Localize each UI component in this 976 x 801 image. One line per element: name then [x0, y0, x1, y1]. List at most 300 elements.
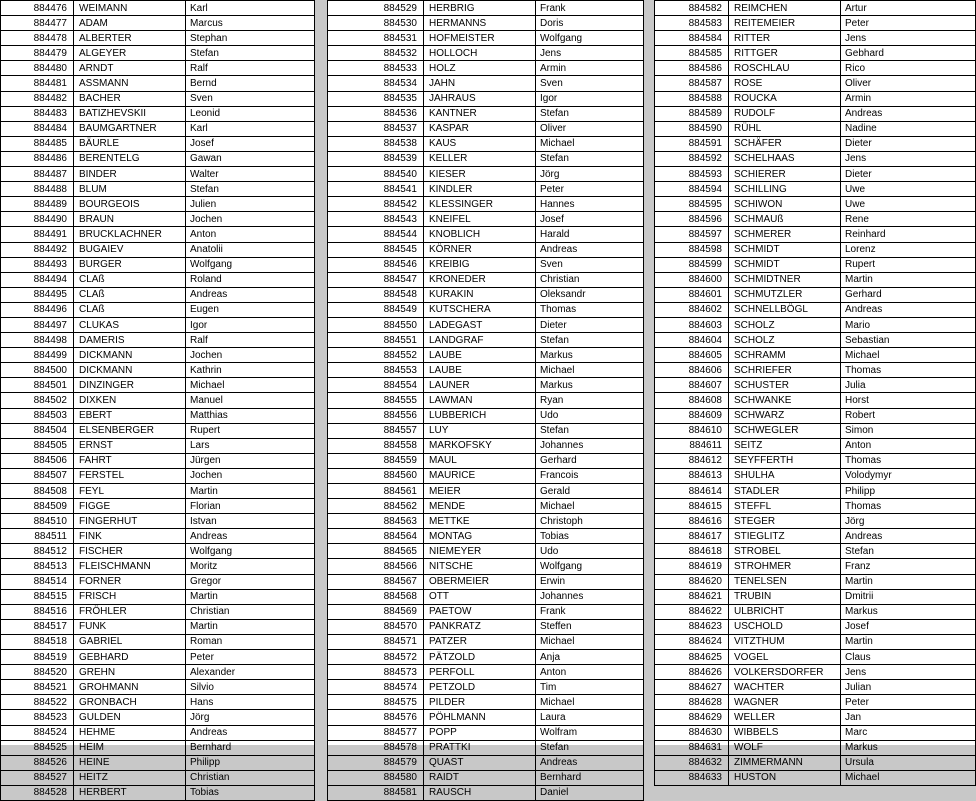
first-name: Gerhard: [536, 453, 644, 468]
first-name: Daniel: [536, 785, 644, 800]
table-row: [328, 589, 644, 604]
last-name: BINDER: [74, 167, 186, 182]
table-row: [655, 604, 976, 619]
table-row: [328, 665, 644, 680]
last-name: SEYFFERTH: [729, 453, 841, 468]
last-name: BATIZHEVSKII: [74, 106, 186, 121]
sheet-column-1: [0, 0, 314, 799]
table-row: [655, 468, 976, 483]
table-row: [1, 106, 315, 121]
participant-number: 884498: [1, 333, 74, 348]
first-name: Marc: [841, 725, 976, 740]
first-name: Thomas: [536, 302, 644, 317]
participant-number: 884626: [655, 665, 729, 680]
participant-number: 884523: [1, 710, 74, 725]
table-row: [328, 242, 644, 257]
participant-number: 884479: [1, 46, 74, 61]
first-name: Stefan: [536, 106, 644, 121]
table-row: [328, 61, 644, 76]
last-name: BLUM: [74, 182, 186, 197]
last-name: RITTER: [729, 31, 841, 46]
table-row: [655, 484, 976, 499]
first-name: Michael: [536, 695, 644, 710]
first-name: Andreas: [841, 106, 976, 121]
last-name: GRONBACH: [74, 695, 186, 710]
first-name: Doris: [536, 16, 644, 31]
participant-number: 884553: [328, 363, 424, 378]
last-name: LAUBE: [424, 363, 536, 378]
table-row: [328, 423, 644, 438]
table-row: [655, 695, 976, 710]
table-row: [655, 770, 976, 785]
table-row: [655, 499, 976, 514]
participant-number: 884512: [1, 544, 74, 559]
table-row: [1, 76, 315, 91]
participant-number: 884573: [328, 665, 424, 680]
first-name: Udo: [536, 544, 644, 559]
first-name: Julien: [186, 197, 315, 212]
last-name: KIESER: [424, 167, 536, 182]
first-name: Stefan: [186, 182, 315, 197]
last-name: ERNST: [74, 438, 186, 453]
last-name: MAURICE: [424, 468, 536, 483]
table-row: [655, 680, 976, 695]
first-name: Oliver: [536, 121, 644, 136]
table-row: [328, 317, 644, 332]
first-name: Sebastian: [841, 333, 976, 348]
table-row: [1, 619, 315, 634]
participant-number: 884599: [655, 257, 729, 272]
last-name: LUY: [424, 423, 536, 438]
first-name: Bernd: [186, 76, 315, 91]
sheet-column-2: [327, 0, 643, 799]
table-row: [655, 333, 976, 348]
table-row: [328, 167, 644, 182]
last-name: ALBERTER: [74, 31, 186, 46]
last-name: DAMERIS: [74, 333, 186, 348]
last-name: OBERMEIER: [424, 574, 536, 589]
last-name: KINDLER: [424, 182, 536, 197]
first-name: Dmitrii: [841, 589, 976, 604]
participant-number: 884506: [1, 453, 74, 468]
table-row: [655, 514, 976, 529]
table-row: [328, 514, 644, 529]
last-name: HEHME: [74, 725, 186, 740]
first-name: Jan: [841, 710, 976, 725]
table-row: [328, 650, 644, 665]
last-name: PERFOLL: [424, 665, 536, 680]
first-name: Leonid: [186, 106, 315, 121]
participant-number: 884552: [328, 348, 424, 363]
first-name: Andreas: [841, 302, 976, 317]
last-name: SHULHA: [729, 468, 841, 483]
table-row: [655, 167, 976, 182]
participant-number: 884481: [1, 76, 74, 91]
last-name: LAWMAN: [424, 393, 536, 408]
first-name: Stefan: [536, 423, 644, 438]
table-row: [655, 363, 976, 378]
first-name: Wolfgang: [186, 544, 315, 559]
last-name: KLESSINGER: [424, 197, 536, 212]
last-name: CLAß: [74, 272, 186, 287]
first-name: Andreas: [186, 725, 315, 740]
last-name: ULBRICHT: [729, 604, 841, 619]
last-name: GROHMANN: [74, 680, 186, 695]
first-name: Jochen: [186, 468, 315, 483]
first-name: Reinhard: [841, 227, 976, 242]
first-name: Jürgen: [186, 453, 315, 468]
participant-number: 884483: [1, 106, 74, 121]
first-name: Philipp: [841, 484, 976, 499]
last-name: HUSTON: [729, 770, 841, 785]
last-name: ROSE: [729, 76, 841, 91]
first-name: Tim: [536, 680, 644, 695]
table-row: [655, 91, 976, 106]
participant-number: 884624: [655, 634, 729, 649]
first-name: Jochen: [186, 212, 315, 227]
participant-number: 884580: [328, 770, 424, 785]
first-name: Markus: [841, 740, 976, 755]
participant-number: 884514: [1, 574, 74, 589]
first-name: Michael: [186, 378, 315, 393]
last-name: SCHMERER: [729, 227, 841, 242]
participant-number: 884504: [1, 423, 74, 438]
table-row: [1, 665, 315, 680]
participant-number: 884487: [1, 167, 74, 182]
first-name: Gebhard: [841, 46, 976, 61]
last-name: KASPAR: [424, 121, 536, 136]
last-name: BERENTELG: [74, 151, 186, 166]
first-name: Philipp: [186, 755, 315, 770]
participant-number: 884505: [1, 438, 74, 453]
participant-number: 884544: [328, 227, 424, 242]
table-row: [1, 378, 315, 393]
table-row: [1, 212, 315, 227]
table-row: [655, 529, 976, 544]
first-name: Lars: [186, 438, 315, 453]
last-name: STROBEL: [729, 544, 841, 559]
table-row: [655, 31, 976, 46]
participant-number: 884592: [655, 151, 729, 166]
participant-number: 884621: [655, 589, 729, 604]
participant-number: 884492: [1, 242, 74, 257]
table-row: [328, 785, 644, 800]
participant-number: 884615: [655, 499, 729, 514]
participant-number: 884535: [328, 91, 424, 106]
first-name: Michael: [536, 136, 644, 151]
first-name: Erwin: [536, 574, 644, 589]
participant-number: 884525: [1, 740, 74, 755]
participant-number: 884489: [1, 197, 74, 212]
first-name: Tobias: [536, 529, 644, 544]
table-row: [655, 650, 976, 665]
first-name: Artur: [841, 1, 976, 16]
last-name: SCHILLING: [729, 182, 841, 197]
last-name: RAIDT: [424, 770, 536, 785]
participant-number: 884485: [1, 136, 74, 151]
table-row: [328, 91, 644, 106]
last-name: LAUNER: [424, 378, 536, 393]
participant-number: 884608: [655, 393, 729, 408]
participant-number: 884495: [1, 287, 74, 302]
last-name: REITEMEIER: [729, 16, 841, 31]
last-name: FORNER: [74, 574, 186, 589]
table-row: [328, 151, 644, 166]
table-row: [328, 725, 644, 740]
participant-number: 884555: [328, 393, 424, 408]
participant-number: 884554: [328, 378, 424, 393]
table-row: [1, 740, 315, 755]
first-name: Anton: [186, 227, 315, 242]
last-name: STROHMER: [729, 559, 841, 574]
participant-number: 884632: [655, 755, 729, 770]
last-name: ROUCKA: [729, 91, 841, 106]
table-row: [1, 242, 315, 257]
first-name: Gerald: [536, 484, 644, 499]
table-row: [655, 393, 976, 408]
first-name: Anton: [841, 438, 976, 453]
participant-number: 884611: [655, 438, 729, 453]
table-row: [1, 167, 315, 182]
table-row: [328, 257, 644, 272]
participant-number: 884617: [655, 529, 729, 544]
last-name: LANDGRAF: [424, 333, 536, 348]
first-name: Christian: [536, 272, 644, 287]
table-row: [1, 650, 315, 665]
table-row: [655, 453, 976, 468]
table-row: [328, 182, 644, 197]
first-name: Roman: [186, 634, 315, 649]
table-row: [328, 619, 644, 634]
participant-number: 884536: [328, 106, 424, 121]
table-row: [1, 151, 315, 166]
first-name: Peter: [841, 16, 976, 31]
first-name: Udo: [536, 408, 644, 423]
participant-number: 884521: [1, 680, 74, 695]
first-name: Anatolii: [186, 242, 315, 257]
participant-number: 884566: [328, 559, 424, 574]
table-row: [1, 468, 315, 483]
table-row: [1, 453, 315, 468]
first-name: Steffen: [536, 619, 644, 634]
table-row: [328, 604, 644, 619]
last-name: OTT: [424, 589, 536, 604]
table-row: [328, 106, 644, 121]
participant-number: 884563: [328, 514, 424, 529]
participant-number: 884539: [328, 151, 424, 166]
table-row: [1, 182, 315, 197]
table-row: [1, 438, 315, 453]
first-name: Dieter: [841, 167, 976, 182]
table-row: [1, 257, 315, 272]
first-name: Anja: [536, 650, 644, 665]
participant-number: 884531: [328, 31, 424, 46]
table-row: [328, 136, 644, 151]
participant-number: 884598: [655, 242, 729, 257]
first-name: Wolfgang: [186, 257, 315, 272]
first-name: Oliver: [841, 76, 976, 91]
last-name: ADAM: [74, 16, 186, 31]
participant-number: 884607: [655, 378, 729, 393]
last-name: REIMCHEN: [729, 1, 841, 16]
first-name: Markus: [536, 378, 644, 393]
last-name: MONTAG: [424, 529, 536, 544]
last-name: HOFMEISTER: [424, 31, 536, 46]
last-name: SCHIERER: [729, 167, 841, 182]
last-name: NIEMEYER: [424, 544, 536, 559]
table-row: [328, 529, 644, 544]
first-name: Stefan: [536, 740, 644, 755]
table-row: [655, 710, 976, 725]
first-name: Simon: [841, 423, 976, 438]
table-row: [328, 272, 644, 287]
table-row: [655, 559, 976, 574]
first-name: Ralf: [186, 61, 315, 76]
last-name: PANKRATZ: [424, 619, 536, 634]
participant-number: 884600: [655, 272, 729, 287]
participant-number: 884602: [655, 302, 729, 317]
table-row: [1, 725, 315, 740]
first-name: Matthias: [186, 408, 315, 423]
participant-table-3: [654, 0, 976, 786]
first-name: Jens: [841, 151, 976, 166]
participant-number: 884568: [328, 589, 424, 604]
table-row: [328, 348, 644, 363]
table-row: [1, 710, 315, 725]
last-name: WACHTER: [729, 680, 841, 695]
participant-number: 884625: [655, 650, 729, 665]
table-row: [1, 695, 315, 710]
participant-number: 884477: [1, 16, 74, 31]
first-name: Ryan: [536, 393, 644, 408]
first-name: Igor: [186, 317, 315, 332]
table-row: [1, 302, 315, 317]
table-row: [328, 31, 644, 46]
table-row: [328, 438, 644, 453]
first-name: Florian: [186, 499, 315, 514]
first-name: Marcus: [186, 16, 315, 31]
participant-number: 884623: [655, 619, 729, 634]
participant-number: 884520: [1, 665, 74, 680]
first-name: Jens: [841, 665, 976, 680]
last-name: PAETOW: [424, 604, 536, 619]
participant-number: 884575: [328, 695, 424, 710]
last-name: SCHOLZ: [729, 317, 841, 332]
participant-number: 884584: [655, 31, 729, 46]
participant-number: 884629: [655, 710, 729, 725]
table-row: [1, 272, 315, 287]
participant-number: 884578: [328, 740, 424, 755]
table-row: [1, 287, 315, 302]
first-name: Michael: [536, 363, 644, 378]
first-name: Sven: [536, 76, 644, 91]
participant-number: 884480: [1, 61, 74, 76]
first-name: Karl: [186, 121, 315, 136]
last-name: SCHWEGLER: [729, 423, 841, 438]
table-row: [1, 16, 315, 31]
first-name: Thomas: [841, 499, 976, 514]
participant-number: 884510: [1, 514, 74, 529]
last-name: BRUCKLACHNER: [74, 227, 186, 242]
participant-number: 884581: [328, 785, 424, 800]
first-name: Claus: [841, 650, 976, 665]
participant-number: 884533: [328, 61, 424, 76]
last-name: KUTSCHERA: [424, 302, 536, 317]
participant-table-2: [327, 0, 644, 801]
first-name: Dieter: [536, 317, 644, 332]
table-row: [1, 514, 315, 529]
last-name: BUGAIEV: [74, 242, 186, 257]
last-name: WAGNER: [729, 695, 841, 710]
table-row: [328, 740, 644, 755]
first-name: Frank: [536, 1, 644, 16]
first-name: Andreas: [186, 529, 315, 544]
table-row: [655, 634, 976, 649]
table-row: [655, 1, 976, 16]
table-row: [655, 272, 976, 287]
first-name: Stefan: [536, 333, 644, 348]
participant-number: 884493: [1, 257, 74, 272]
participant-number: 884571: [328, 634, 424, 649]
participant-number: 884511: [1, 529, 74, 544]
table-row: [655, 197, 976, 212]
participant-number: 884614: [655, 484, 729, 499]
table-row: [328, 287, 644, 302]
first-name: Andreas: [536, 242, 644, 257]
first-name: Bernhard: [186, 740, 315, 755]
table-row: [655, 348, 976, 363]
last-name: JAHN: [424, 76, 536, 91]
last-name: JAHRAUS: [424, 91, 536, 106]
first-name: Markus: [536, 348, 644, 363]
first-name: Dieter: [841, 136, 976, 151]
participant-number: 884518: [1, 634, 74, 649]
last-name: MAUL: [424, 453, 536, 468]
participant-number: 884543: [328, 212, 424, 227]
participant-number: 884596: [655, 212, 729, 227]
participant-number: 884503: [1, 408, 74, 423]
first-name: Hans: [186, 695, 315, 710]
participant-number: 884551: [328, 333, 424, 348]
first-name: Franz: [841, 559, 976, 574]
table-row: [328, 574, 644, 589]
participant-number: 884529: [328, 1, 424, 16]
first-name: Martin: [841, 574, 976, 589]
participant-number: 884613: [655, 468, 729, 483]
participant-number: 884517: [1, 619, 74, 634]
last-name: CLAß: [74, 287, 186, 302]
first-name: Andreas: [536, 755, 644, 770]
table-row: [328, 121, 644, 136]
first-name: Armin: [536, 61, 644, 76]
last-name: KNEIFEL: [424, 212, 536, 227]
first-name: Kathrin: [186, 363, 315, 378]
participant-number: 884583: [655, 16, 729, 31]
table-row: [655, 257, 976, 272]
participant-number: 884558: [328, 438, 424, 453]
participant-number: 884500: [1, 363, 74, 378]
last-name: PATZER: [424, 634, 536, 649]
table-row: [1, 317, 315, 332]
table-row: [655, 665, 976, 680]
last-name: WEIMANN: [74, 1, 186, 16]
last-name: DICKMANN: [74, 363, 186, 378]
table-row: [328, 544, 644, 559]
first-name: Jörg: [841, 514, 976, 529]
first-name: Nadine: [841, 121, 976, 136]
last-name: SCHÄFER: [729, 136, 841, 151]
last-name: SCHRIEFER: [729, 363, 841, 378]
